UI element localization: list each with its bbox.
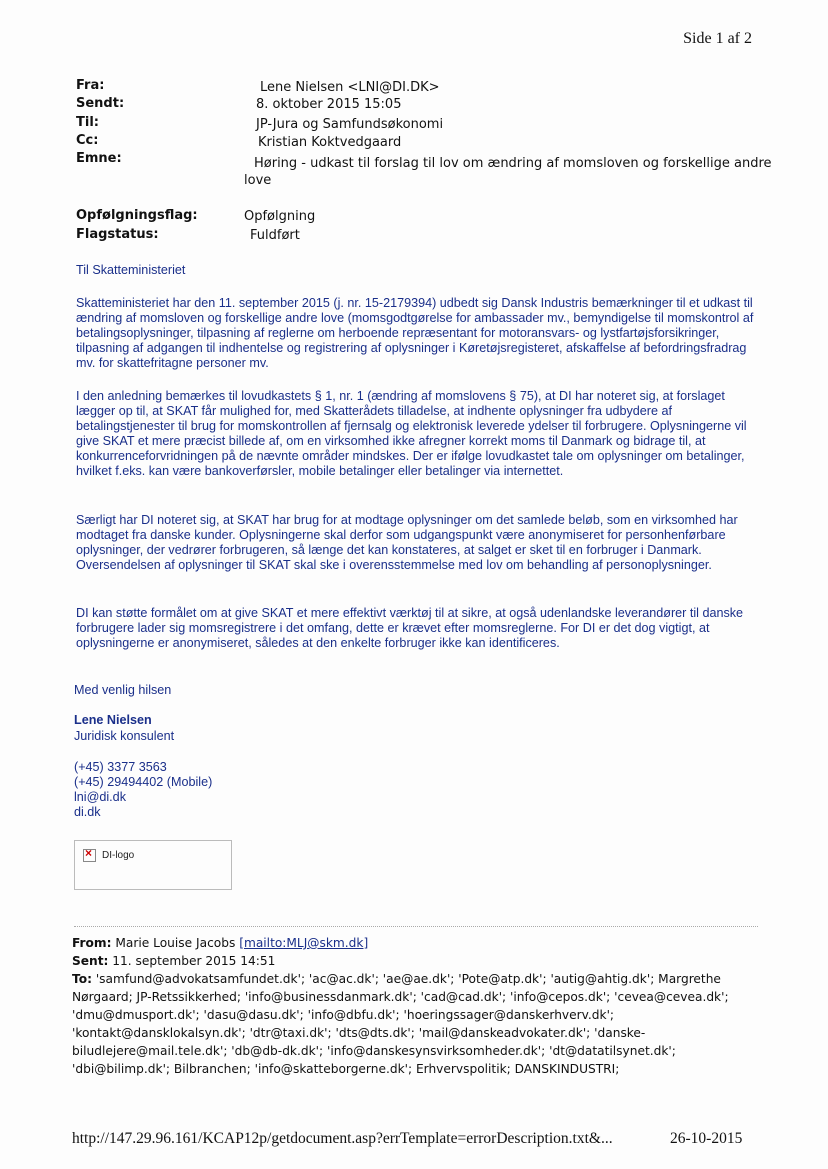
flag-status-label: Flagstatus:: [76, 227, 159, 242]
body-paragraph-1: [76, 296, 760, 371]
signature-email: lni@di.dk: [74, 790, 126, 804]
signature-website: di.dk: [74, 805, 101, 819]
to-value: JP-Jura og Samfundsøkonomi: [256, 117, 444, 132]
sent-value: 8. oktober 2015 15:05: [256, 97, 402, 112]
from-label: Fra:: [76, 78, 105, 93]
forwarded-from-label: From:: [72, 936, 112, 950]
forwarded-to-line-3: 'dmu@dmusport.dk'; 'dasu@dasu.dk'; 'info@dbfu.dk'; 'hoeringssager@danskerhverv.dk';: [72, 1008, 615, 1022]
forwarded-sent-line: [72, 952, 762, 970]
forwarded-to-line-5: biludlejere@mail.tele.dk'; 'db@db-dk.dk'; 'info@danskesynsvirksomheder.dk'; 'dt@datatilsynet.dk';: [72, 1044, 676, 1058]
signature-phone: (+45) 3377 3563: [74, 760, 167, 774]
signature-title: Juridisk konsulent: [74, 729, 175, 743]
forwarded-sent-value: 11. september 2015 14:51: [112, 954, 276, 968]
body-paragraph-2: [76, 389, 760, 479]
followup-flag-label: Opfølgningsflag:: [76, 208, 198, 223]
footer-date: 26-10-2015: [670, 1130, 743, 1147]
flag-status-value: Fuldført: [250, 228, 300, 243]
salutation: Til Skatteministeriet: [76, 263, 186, 277]
forwarded-header: [72, 934, 762, 1078]
paragraph-text: Særligt har DI noteret sig, at SKAT har brug for at modtage oplysninger om det samlede beløb, som en virksomhed har modtaget fra danske kunder. Oplysningerne skal derfor som udgangspunkt være anonymiseret for personhenførbare oplysninger, der vedrører forbrugeren, så længe det kan konstateres, at salget er sket til en forbruger i Danmark. Oversendelsen af oplysninger til SKAT skal ske i overensstemmelse med lov om behandling af personoplysninger.: [76, 513, 738, 572]
subject-value-line2: love: [244, 173, 272, 188]
broken-image-icon: [83, 849, 96, 862]
forwarded-to-line-6: 'dbi@bilimp.dk'; Bilbranchen; 'info@skatteborgerne.dk'; Erhvervspolitik; DANSKINDUSTRI;: [72, 1062, 620, 1076]
paragraph-text: I den anledning bemærkes til lovudkastets § 1, nr. 1 (ændring af momslovens § 75), at DI har noteret sig, at forslaget lægger op til, at SKAT får mulighed for, med Skatterådets tilladelse, at indhente oplysninger fra udbydere af betalingstjenester til brug for momskontrollen af fjernsalg og elektronisk leverede ydelser til forbrugere. Oplysningerne vil give SKAT et mere præcist billede af, om en virksomhed ikke afregner korrekt moms til Danmark og bidrage til, at konkurrenceforvridningen på de nævnte områder mindskes. Der er ifølge lovudkastet tale om oplysninger om betalinger, hvilket f.eks. kan være bankoverførsler, mobile betalinger eller betalinger via internettet.: [76, 389, 747, 478]
forwarded-to-line-4: 'kontakt@dansklokalsyn.dk'; 'dtr@taxi.dk'; 'dts@dts.dk'; 'mail@danskeadvokater.dk'; 'danske-: [72, 1026, 646, 1040]
email-header: [76, 78, 776, 248]
print-footer: [72, 1130, 743, 1148]
signature-name: Lene Nielsen: [74, 713, 152, 727]
paragraph-text: Skatteministeriet har den 11. september 2015 (j. nr. 15-2179394) udbedt sig Dansk Industris bemærkninger til et udkast til ændring af momsloven og forskellige andre love (momsgodtgørelse for ambassader mv., bemyndigelse til momskontrol af betalingsoplysninger, tilpasning af reglerne om herboende repræsentant for motoransvars- og lystfartøjsforsikringer, tilpasning af adgangen til indhentelse og registrering af oplysninger i Køretøjsregisteret, afskaffelse af befordringsfradrag mv. for skattefritagne personer mv.: [76, 296, 754, 370]
forwarded-to-line-2: Nørgaard; JP-Retssikkerhed; 'info@businessdanmark.dk'; 'cad@cad.dk'; 'info@cepos.dk'; 'cevea@cevea.dk';: [72, 990, 729, 1004]
footer-url: http://147.29.96.161/KCAP12p/getdocument.asp?errTemplate=errorDescription.txt&...: [72, 1130, 613, 1147]
forwarded-sent-label: Sent:: [72, 954, 109, 968]
subject-label: Emne:: [76, 151, 122, 166]
forwarded-from-line: [72, 934, 762, 952]
forwarded-to-label: To:: [72, 972, 92, 986]
body-paragraph-3: [76, 513, 760, 573]
logo-placeholder: [74, 840, 232, 890]
subject-value-line1: Høring - udkast til forslag til lov om ændring af momsloven og forskellige andre: [254, 156, 772, 171]
forwarded-from-value: Marie Louise Jacobs: [115, 936, 236, 950]
closing: Med venlig hilsen: [74, 683, 172, 697]
to-label: Til:: [76, 115, 99, 130]
page-number: Side 1 af 2: [683, 30, 752, 47]
signature-mobile: (+45) 29494402 (Mobile): [74, 775, 213, 789]
forwarded-to-line-1: [72, 970, 762, 988]
paragraph-text: DI kan støtte formålet om at give SKAT et mere effektivt værktøj til at sikre, at også udenlandske leverandører til danske forbrugere lader sig momsregistrere i det omfang, dette er krævet efter momsreglerne. For DI er det dog vigtigt, at oplysningerne er anonymiseret, således at den enkelte forbruger ikke kan identificeres.: [76, 606, 744, 650]
body-paragraph-4: [76, 606, 760, 651]
from-value: Lene Nielsen <LNI@DI.DK>: [260, 80, 440, 95]
cc-label: Cc:: [76, 133, 99, 148]
cc-value: Kristian Koktvedgaard: [258, 135, 402, 150]
logo-inner: [83, 849, 134, 862]
forwarded-to-value: 'samfund@advokatsamfundet.dk'; 'ac@ac.dk'; 'ae@ae.dk'; 'Pote@atp.dk'; 'autig@ahtig.dk'; Margrethe: [95, 972, 721, 986]
divider: [74, 926, 758, 927]
forwarded-from-mailto-link[interactable]: [mailto:MLJ@skm.dk]: [239, 936, 369, 950]
sent-label: Sendt:: [76, 96, 125, 111]
logo-alt-text: DI-logo: [102, 850, 135, 861]
followup-flag-value: Opfølgning: [244, 209, 316, 224]
